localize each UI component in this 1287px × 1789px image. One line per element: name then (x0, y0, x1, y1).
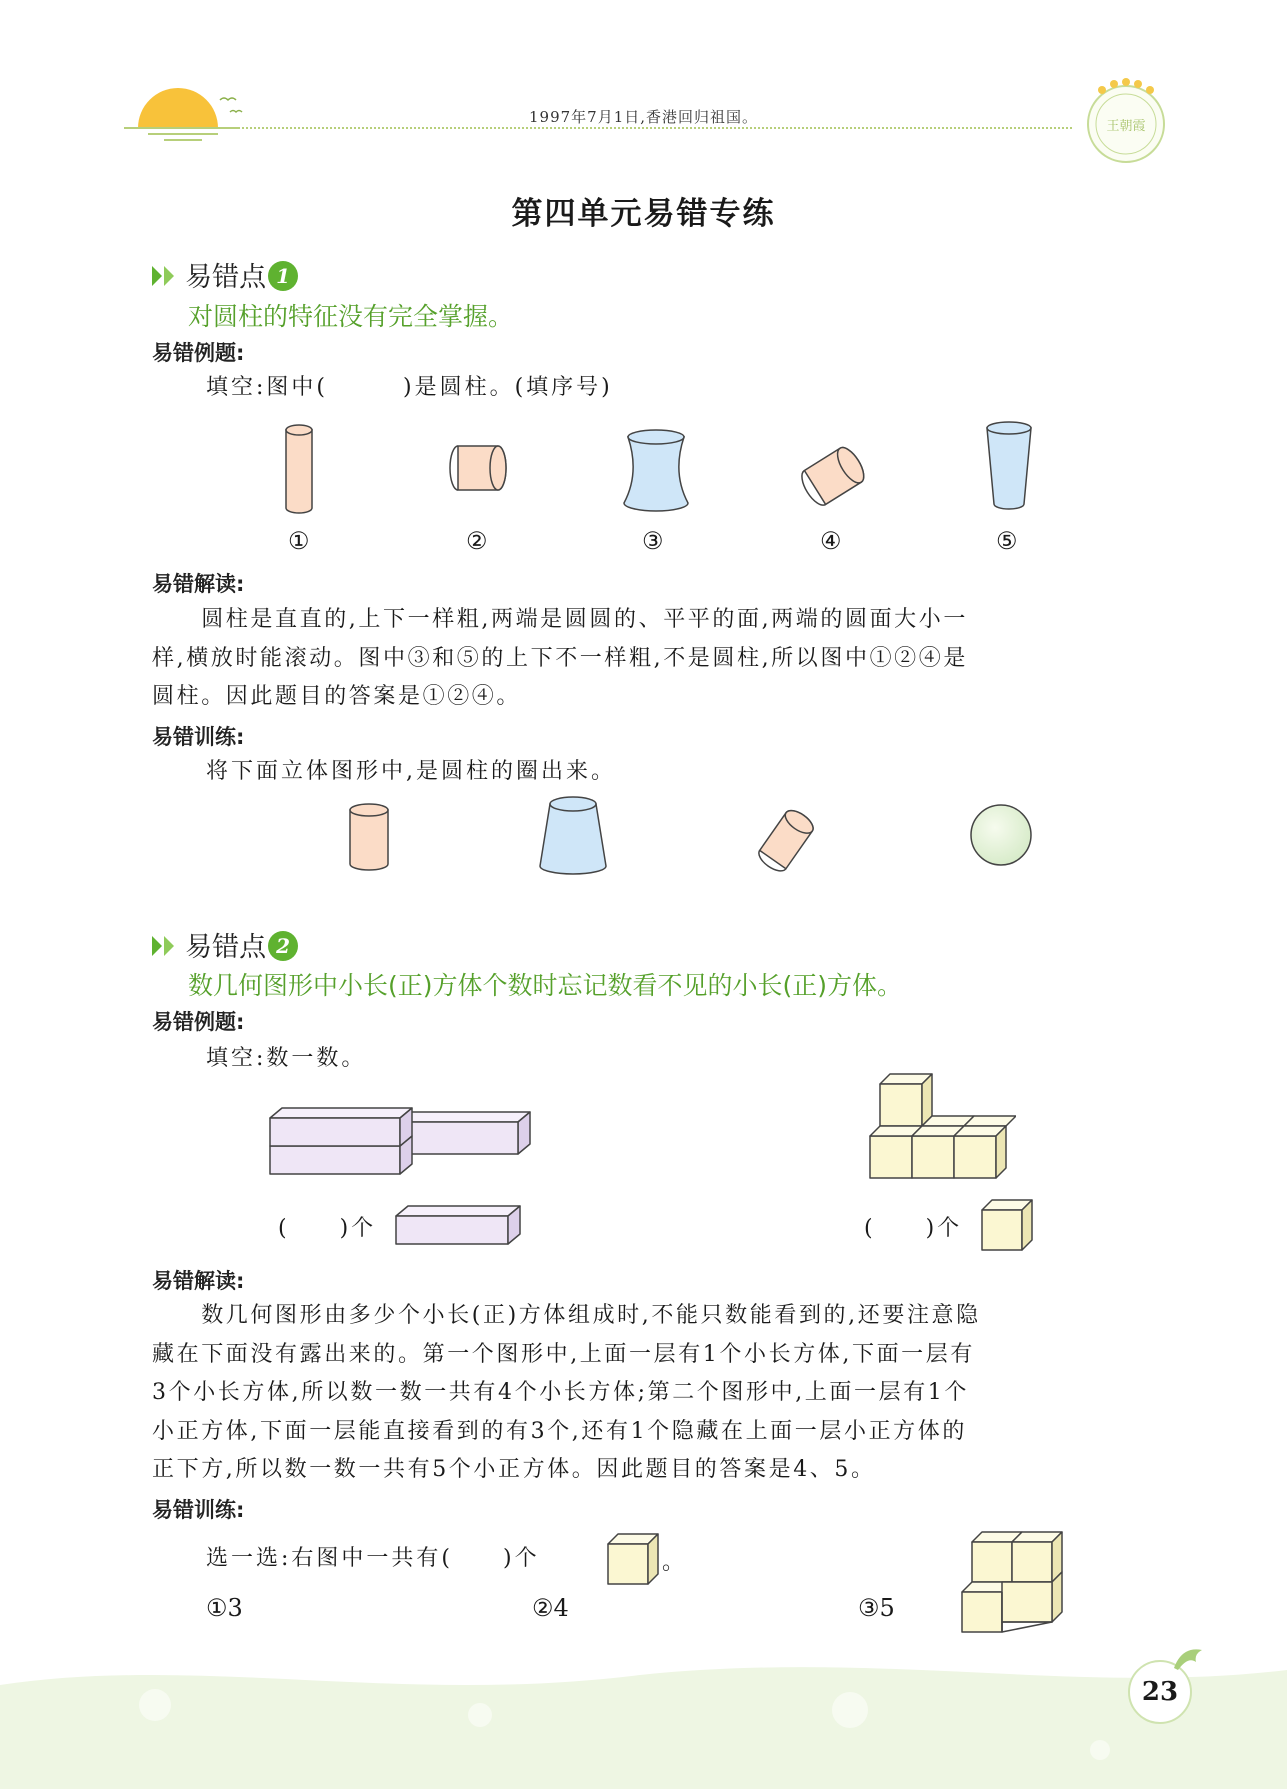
shape-3-curved-vase (618, 425, 694, 515)
point2-example-label: 易错例题: (152, 1010, 245, 1034)
choice-2[interactable]: ②4 (532, 1594, 569, 1622)
training-tilted-cylinder[interactable] (750, 795, 830, 875)
header-divider (125, 127, 1072, 129)
cube-stack-figure (958, 1528, 1070, 1636)
point1-training-label: 易错训练: (152, 725, 245, 749)
option-label-5: ⑤ (996, 527, 1018, 555)
point2-question: 填空:数一数。 (206, 1046, 367, 1071)
analysis-line: 圆柱。因此题目的答案是①②④。 (152, 684, 522, 709)
point1-analysis (152, 601, 1162, 717)
training-sphere[interactable] (968, 802, 1034, 868)
page-number: 23 (1128, 1660, 1192, 1724)
point1-heading: 易错点 1 (150, 255, 298, 294)
stacked-cuboids-figure (266, 1100, 536, 1180)
analysis-line: 圆柱是直直的,上下一样粗,两端是圆圆的、平平的面,两端的圆面大小一 (152, 607, 968, 632)
point1-analysis-label: 易错解读: (152, 572, 245, 596)
analysis-line: 3个小长方体,所以数一数一共有4个小长方体;第二个图形中,上面一层有1个 (152, 1380, 969, 1405)
page-title: 第四单元易错专练 (511, 196, 776, 232)
shape-2-horizontal-cylinder (448, 440, 512, 500)
svg-text:王朝霞: 王朝霞 (1106, 119, 1146, 134)
point2-analysis (152, 1297, 1162, 1490)
unit-cube-icon (604, 1530, 662, 1586)
shape-4-tilted-cylinder (796, 432, 876, 512)
brand-seal-logo (1080, 76, 1172, 168)
point2-subtitle: 数几何图形中小长(正)方体个数时忘记数看不见的小长(正)方体。 (188, 971, 903, 1000)
point1-subtitle: 对圆柱的特征没有完全掌握。 (188, 302, 514, 331)
point1-training-text: 将下面立体图形中,是圆柱的圈出来。 (206, 759, 616, 784)
analysis-line: 样,横放时能滚动。图中③和⑤的上下不一样粗,不是圆柱,所以图中①②④是 (152, 645, 968, 671)
double-chevron-icon (150, 263, 180, 289)
bottom-wave-decoration (0, 1655, 1287, 1789)
choice-1[interactable]: ①3 (206, 1594, 243, 1622)
unit-cuboid-icon (392, 1202, 526, 1248)
unit-cube-icon (978, 1196, 1036, 1252)
point2-training-label: 易错训练: (152, 1498, 245, 1522)
point2-training-question: 选一选:右图中一共有( )个 (206, 1546, 540, 1571)
option-label-3: ③ (642, 527, 664, 555)
training-cylinder-peach[interactable] (346, 800, 392, 876)
shape-5-tapered-cup (982, 418, 1036, 516)
l-shaped-cubes-figure (866, 1070, 1016, 1184)
analysis-line: 数几何图形由多少个小长(正)方体组成时,不能只数能看到的,还要注意隐 (152, 1303, 981, 1328)
choice-3[interactable]: ③5 (858, 1594, 895, 1622)
point1-question: 填空:图中( )是圆柱。(填序号) (206, 375, 613, 400)
point2-training-end: 。 (662, 1550, 688, 1575)
point2-heading: 易错点 2 (150, 925, 298, 964)
point2-number-badge: 2 (268, 931, 298, 961)
analysis-line: 藏在下面没有露出来的。第一个图形中,上面一层有1个小长方体,下面一层有 (152, 1341, 975, 1367)
point1-number-badge: 1 (268, 261, 298, 291)
header-text: 1997年7月1日,香港回归祖国。 (528, 108, 759, 126)
option-label-2: ② (466, 527, 488, 555)
dolphin-icon (1168, 1640, 1208, 1680)
point1-example-label: 易错例题: (152, 341, 245, 365)
point2-analysis-label: 易错解读: (152, 1269, 245, 1293)
shape-1-vertical-cylinder (280, 420, 320, 520)
option-label-4: ④ (820, 527, 842, 555)
blank-right[interactable]: ( )个 (864, 1216, 963, 1241)
option-label-1: ① (288, 527, 310, 555)
blank-left[interactable]: ( )个 (278, 1216, 377, 1241)
analysis-line: 正下方,所以数一数一共有5个小正方体。因此题目的答案是4、5。 (152, 1457, 876, 1482)
double-chevron-icon (150, 933, 180, 959)
training-tapered-cup[interactable] (536, 792, 610, 878)
analysis-line: 小正方体,下面一层能直接看到的有3个,还有1个隐藏在上面一层小正方体的 (152, 1418, 967, 1444)
